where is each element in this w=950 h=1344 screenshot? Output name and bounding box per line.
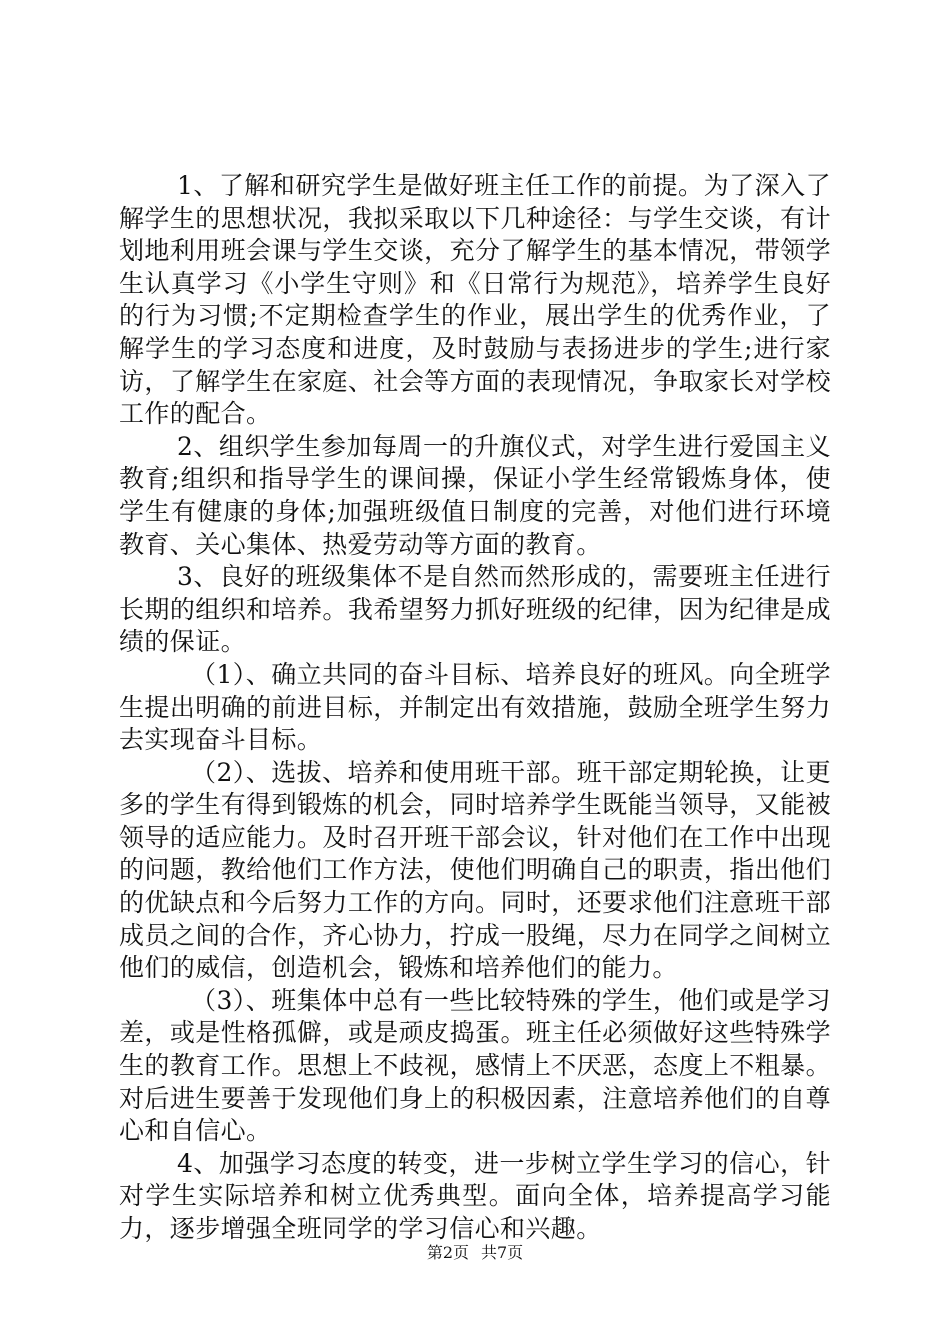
paragraph-4: 4、加强学习态度的转变，进一步树立学生学习的信心，针对学生实际培养和树立优秀典型。面向全体，培养提高学习能力，逐步增强全班同学的学习信心和兴趣。 [119, 1148, 831, 1243]
paragraph-2: 2、组织学生参加每周一的升旗仪式，对学生进行爱国主义教育;组织和指导学生的课间操，保证小学生经常锻炼身体，使学生有健康的身体;加强班级值日制度的完善，对他们进行环境教育、关心集体、热爱劳动等方面的教育。 [119, 431, 831, 559]
paragraph-1: 1、了解和研究学生是做好班主任工作的前提。为了深入了解学生的思想状况，我拟采取以下几种途径：与学生交谈，有计划地利用班会课与学生交谈，充分了解学生的基本情况，带领学生认真学习《小学生守则》和《日常行为规范》，培养学生良好的行为习惯;不定期检查学生的作业，展出学生的优秀作业，了解学生的学习态度和进度，及时鼓励与表扬进步的学生;进行家访，了解学生在家庭、社会等方面的表现情况，争取家长对学校工作的配合。 [119, 171, 831, 429]
paragraph-3-2: （2）、选拔、培养和使用班干部。班干部定期轮换，让更多的学生有得到锻炼的机会，同时培养学生既能当领导，又能被领导的适应能力。及时召开班干部会议，针对他们在工作中出现的问题，教给他们工作方法，使他们明确自己的职责，指出他们的优缺点和今后努力工作的方向。同时，还要求他们注意班干部成员之间的合作，齐心协力，拧成一股绳，尽力在同学之间树立他们的威信，创造机会，锻炼和培养他们的能力。 [119, 757, 831, 983]
page-footer [0, 1243, 950, 1263]
paragraph-3: 3、良好的班级集体不是自然而然形成的，需要班主任进行长期的组织和培养。我希望努力抓好班级的纪律，因为纪律是成绩的保证。 [119, 562, 831, 657]
paragraph-3-3: （3）、班集体中总有一些比较特殊的学生，他们或是学习差，或是性格孤僻，或是顽皮捣蛋。班主任必须做好这些特殊学生的教育工作。思想上不歧视，感情上不厌恶，态度上不粗暴。对后进生要善于发现他们身上的积极因素，注意培养他们的自尊心和自信心。 [119, 985, 831, 1146]
document-body [119, 170, 831, 1246]
paragraph-3-1: （1）、确立共同的奋斗目标、培养良好的班风。向全班学生提出明确的前进目标，并制定出有效措施，鼓励全班学生努力去实现奋斗目标。 [119, 659, 831, 755]
page-number: 第2页 [426, 1243, 469, 1262]
page-total: 共7页 [481, 1243, 524, 1262]
